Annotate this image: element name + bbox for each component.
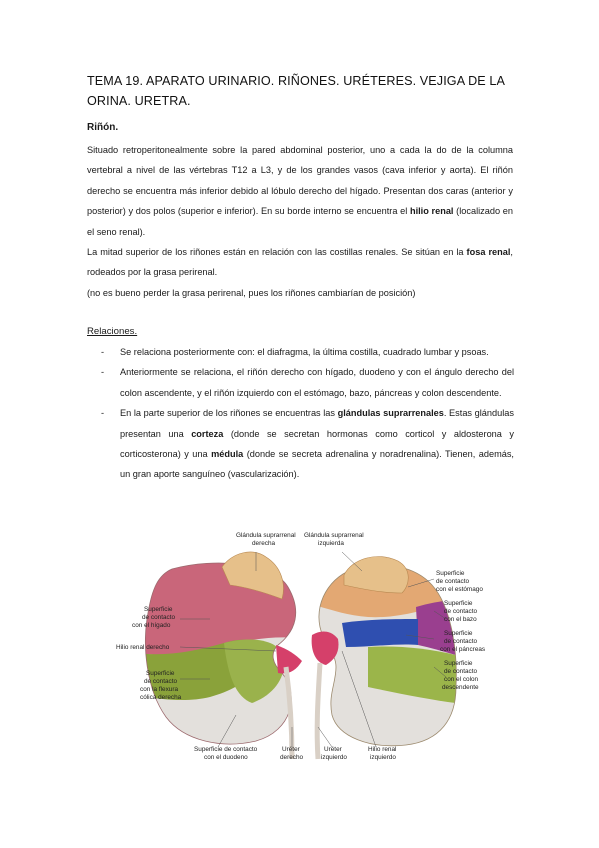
bold-term: glándulas suprarrenales: [337, 408, 444, 419]
label-right-ureter-2: derecho: [280, 754, 304, 761]
relations-list: [101, 342, 514, 485]
label-liver-contact-2: de contacto: [142, 614, 176, 621]
label-pancreas-contact-2: de contacto: [444, 638, 478, 645]
label-left-hilum-2: izquierdo: [370, 754, 396, 761]
bold-term: corteza: [191, 428, 224, 439]
label-left-ureter: Uréter: [324, 746, 342, 753]
label-right-ureter: Uréter: [282, 746, 300, 753]
dash-marker: -: [101, 408, 105, 419]
bold-term: fosa renal: [466, 247, 511, 257]
kidney-illustration: [106, 527, 498, 767]
label-colic-flexure-2: de contacto: [144, 678, 178, 685]
paragraph-fossa: [87, 242, 513, 283]
label-spleen-contact-3: con el bazo: [444, 616, 477, 623]
text-run: (donde se secretan hormonas como corticol y aldosterona y corticosterona) y una: [120, 428, 514, 460]
paragraph-note: (no es bueno perder la grasa perirenal, pues los riñones cambiarían de posición): [87, 288, 416, 298]
label-left-ureter-2: izquierdo: [321, 754, 347, 761]
relations-title: Relaciones.: [87, 326, 138, 337]
label-duodenum-contact: Superficie de contacto: [194, 746, 258, 753]
label-colon-contact: Superficie: [444, 660, 473, 667]
label-colon-contact-2: de contacto: [444, 668, 478, 675]
text-run: . Estas glándulas presentan una: [120, 408, 514, 439]
page-title: TEMA 19. APARATO URINARIO. RIÑONES. URÉTERES. VEJIGA DE LA ORINA. URETRA.: [87, 74, 505, 108]
label-duodenum-contact-2: con el duodeno: [204, 754, 248, 761]
label-stomach-contact-3: con el estómago: [436, 586, 483, 593]
label-pancreas-contact: Superficie: [444, 630, 473, 637]
label-stomach-contact-2: de contacto: [436, 578, 470, 585]
text-run: La mitad superior de los riñones están en relación con las costillas renales. Se sitúan en la: [87, 247, 467, 257]
dash-marker: -: [101, 347, 105, 357]
label-spleen-contact: Superficie: [444, 600, 473, 607]
label-right-adrenal-2: derecha: [252, 540, 276, 547]
list-item-text: Se relaciona posteriormente con: el diafragma, la última costilla, cuadrado lumbar y psoas.: [120, 347, 489, 357]
text-run: Situado retroperitonealmente sobre la pared abdominal posterior, uno a cada la do de la columna vertebral a nivel de las vértebras T12 a L3, y de los grandes vasos (cava inferior y aorta). El riñón derecho se encuentra más inferior debido al lóbulo derecho del hígado. Presentan dos caras (anterior y posterior) y dos polos (superior e inferior). En su borde interno se encuentra el: [87, 145, 513, 217]
label-right-adrenal: Glándula suprarrenal: [236, 532, 296, 539]
list-item-text: Anteriormente se relaciona, el riñón derecho con hígado, duodeno y con el ángulo derecho del colon ascendente, y el riñón izquierdo con el estómago, bazo, páncreas y colon descendente.: [120, 367, 514, 398]
bold-term: médula: [211, 449, 244, 460]
text-run: En la parte superior de los riñones se encuentras las: [120, 408, 338, 419]
bold-term: hilio renal: [409, 206, 454, 217]
paragraph-location: [87, 140, 513, 242]
dash-marker: -: [101, 367, 105, 378]
section-heading: Riñón.: [87, 122, 119, 133]
label-colon-contact-4: descendente: [442, 684, 479, 691]
label-liver-contact: Superficie: [144, 606, 173, 613]
list-item: [101, 362, 514, 403]
label-stomach-contact: Superficie: [436, 570, 465, 577]
label-colic-flexure: Superficie: [146, 670, 175, 677]
label-left-hilum: Hilio renal: [368, 746, 397, 753]
kidney-diagram: [106, 527, 498, 767]
label-colon-contact-3: con el colon: [444, 676, 479, 683]
label-right-hilum: Hilio renal derecho: [116, 644, 170, 651]
label-liver-contact-3: con el hígado: [132, 622, 171, 629]
text-run: , rodeados por la grasa perirenal.: [87, 247, 513, 278]
list-item: [101, 403, 514, 485]
left-ureter: [317, 663, 320, 759]
label-left-adrenal-2: izquierda: [318, 540, 344, 547]
label-colic-flexure-4: cólica derecha: [140, 694, 182, 701]
text-run: (localizado en el seno renal).: [87, 206, 513, 237]
pancreas-contact-area: [342, 619, 418, 647]
label-spleen-contact-2: de contacto: [444, 608, 478, 615]
list-item: [101, 342, 514, 362]
text-run: (donde se secreta adrenalina y noradrenalina). Tienen, además, un gran aporte sanguíneo (vascularización).: [120, 449, 514, 480]
label-pancreas-contact-3: con el páncreas: [440, 646, 486, 653]
label-colic-flexure-3: con la flexura: [140, 686, 179, 693]
label-left-adrenal: Glándula suprarrenal: [304, 532, 364, 539]
